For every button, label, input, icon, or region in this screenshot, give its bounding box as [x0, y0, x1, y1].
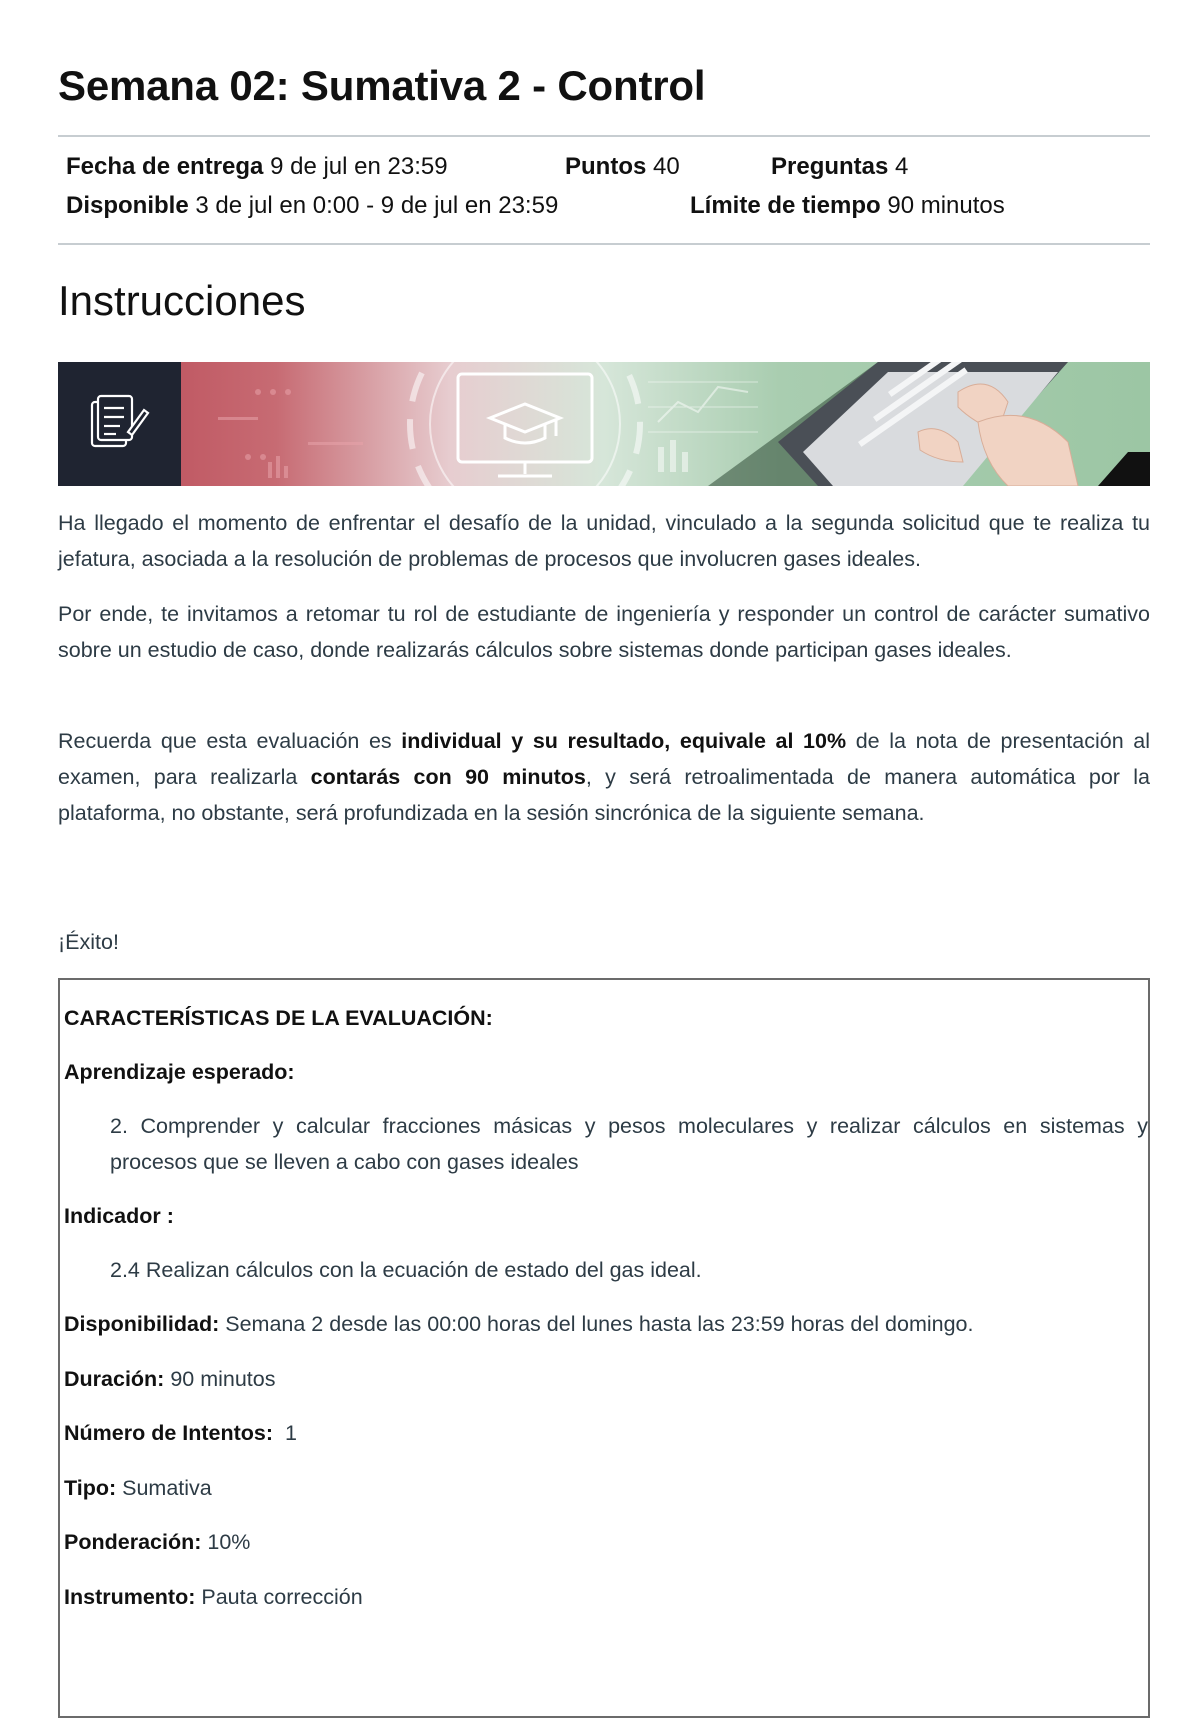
paragraph-fragment: de la nota de presentación al examen, para realizarla: [58, 729, 1151, 789]
availability-label: Disponibilidad:: [64, 1312, 220, 1336]
indicator-value: 2.4 Realizan cálculos con la ecuación de estado del gas ideal.: [110, 1258, 702, 1282]
instructions-paragraph-3: [58, 723, 1150, 831]
weight-label: Ponderación:: [64, 1530, 202, 1554]
points-label: Puntos: [565, 153, 647, 180]
instructions-banner: [58, 362, 1150, 486]
closing-message: ¡Éxito!: [58, 930, 119, 954]
indicator-label-row: [64, 1198, 174, 1234]
due-value: 9 de jul en 23:59: [270, 153, 448, 180]
type-row: [64, 1470, 212, 1506]
questions-value: 4: [895, 153, 909, 180]
paragraph-fragment: Recuerda que esta evaluación es: [58, 729, 402, 753]
points-value: 40: [653, 153, 680, 180]
instrument-value: Pauta corrección: [195, 1585, 363, 1609]
paragraph-text: [58, 723, 1150, 831]
weight-row: [64, 1524, 250, 1560]
learning-label-row: [64, 1054, 295, 1090]
paragraph-text: Por ende, te invitamos a retomar tu rol de estudiante de ingeniería y responder un control de carácter sumativo sobre un estudio de caso, donde realizarás cálculos sobre sistemas donde participan gases ideales.: [58, 602, 1150, 662]
duration-row: [64, 1361, 276, 1397]
dashboard-grid: [648, 382, 758, 472]
due-date: [66, 153, 448, 181]
attempts-row: [64, 1415, 297, 1451]
available-value: 3 de jul en 0:00 - 9 de jul en 23:59: [195, 192, 559, 219]
due-label: Fecha de entrega: [66, 153, 264, 180]
paragraph-text: Ha llegado el momento de enfrentar el desafío de la unidad, vinculado a la segunda solicitud que te realiza tu jefatura, asociada a la resolución de problemas de procesos que involucren gases ideales.: [58, 511, 1150, 571]
paragraph-emphasis: contarás con 90 minutos: [310, 765, 586, 789]
closing-text: [58, 924, 1150, 960]
availability-row: [64, 1306, 973, 1342]
questions: [771, 153, 908, 181]
attempts-value: 1: [273, 1421, 297, 1445]
type-value: Sumativa: [116, 1476, 212, 1500]
learning-value: 2. Comprender y calcular fracciones másicas y pesos moleculares y realizar cálculos en sistemas y procesos que se lleven a cabo con gases ideales: [110, 1114, 1148, 1174]
attempts-label: Número de Intentos:: [64, 1421, 274, 1445]
learning-label: Aprendizaje esperado:: [64, 1060, 295, 1084]
instrument-row: [64, 1579, 363, 1615]
instructions-heading: Instrucciones: [58, 277, 306, 324]
duration-label: Duración:: [64, 1367, 165, 1391]
checklist-icon: [92, 396, 148, 446]
banner-illustration: [58, 362, 1150, 486]
paragraph-fragment: , y será retroalimentada de manera automática por la plataforma, no obstante, será profundizada en la sesión sincrónica de la siguiente semana.: [58, 765, 1150, 825]
weight-value: 10%: [201, 1530, 251, 1554]
divider: [58, 243, 1150, 245]
characteristics-heading: [64, 1000, 493, 1036]
instructions-paragraph-2: [58, 596, 1150, 668]
time-limit-value: 90 minutos: [887, 192, 1005, 219]
paragraph-emphasis: individual y su resultado, equivale al 10%: [401, 729, 847, 753]
page-title: Semana 02: Sumativa 2 - Control: [58, 62, 706, 109]
evaluation-characteristics-box: [58, 978, 1150, 1718]
duration-value: 90 minutos: [164, 1367, 276, 1391]
availability-value: Semana 2 desde las 00:00 horas del lunes hasta las 23:59 horas del domingo.: [219, 1312, 974, 1336]
monitor-graduation-icon: [458, 374, 592, 476]
points: [565, 153, 680, 181]
available-label: Disponible: [66, 192, 189, 219]
questions-label: Preguntas: [771, 153, 889, 180]
indicator-label: Indicador :: [64, 1204, 174, 1228]
characteristics-heading-text: CARACTERÍSTICAS DE LA EVALUACIÓN:: [64, 1006, 493, 1030]
time-limit-label: Límite de tiempo: [690, 192, 881, 219]
time-limit: [690, 192, 1005, 220]
availability: [66, 192, 558, 220]
instrument-label: Instrumento:: [64, 1585, 196, 1609]
circuit-pattern: [218, 389, 363, 478]
sleeve: [1098, 452, 1150, 486]
instructions-paragraph-1: [58, 505, 1150, 577]
type-label: Tipo:: [64, 1476, 117, 1500]
divider: [58, 135, 1150, 137]
